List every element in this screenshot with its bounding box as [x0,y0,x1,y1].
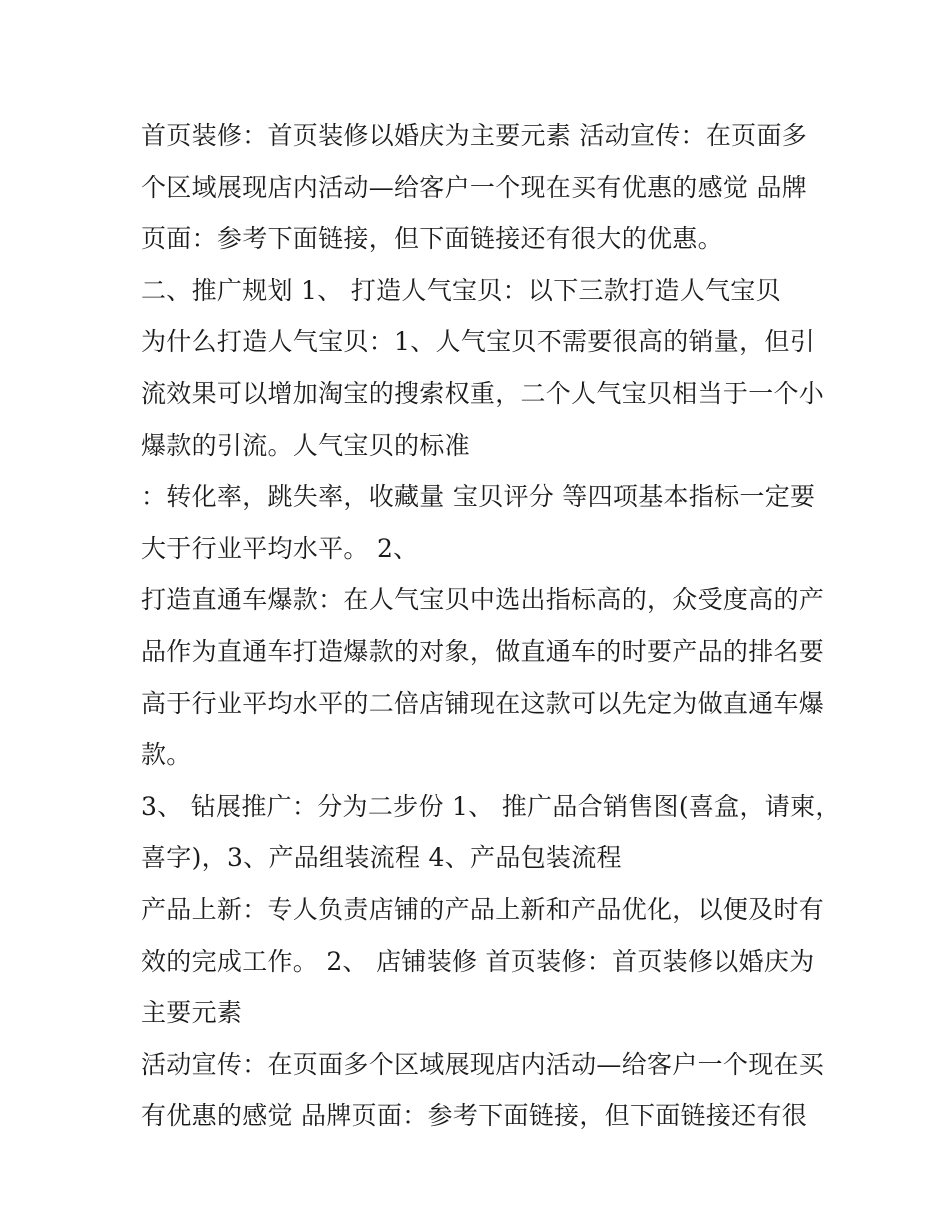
text-line-4: 二、推广规划 1、 打造人气宝贝：以下三款打造人气宝贝 [141,275,781,305]
text-line-13: 款。 [141,740,192,770]
text-line-20: 有优惠的感觉 品牌页面：参考下面链接，但下面链接还有很 [141,1101,808,1131]
text-line-10: 打造直通车爆款：在人气宝贝中选出指标高的，众受度高的产 [141,585,825,615]
text-line-9: 大于行业平均水平。 2、 [141,533,419,563]
text-line-3: 页面：参考下面链接，但下面链接还有很大的优惠。 [141,224,723,254]
text-line-18: 主要元素 [141,998,243,1028]
text-line-14: 3、 钻展推广：分为二步份 1、 推广品合销售图(喜盒，请柬， [141,791,841,821]
text-line-16: 产品上新：专人负责店铺的产品上新和产品优化，以便及时有 [141,894,825,924]
text-line-12: 高于行业平均水平的二倍店铺现在这款可以先定为做直通车爆 [141,688,825,718]
text-line-8: ：转化率，跳失率，收藏量 宝贝评分 等四项基本指标一定要 [141,482,816,512]
text-line-6: 流效果可以增加淘宝的搜索权重，二个人气宝贝相当于一个小 [141,378,825,408]
text-line-11: 品作为直通车打造爆款的对象，做直通车的时要产品的排名要 [141,636,825,666]
document-body [141,110,841,1142]
text-line-7: 爆款的引流。人气宝贝的标准 [141,430,470,460]
text-line-17: 效的完成工作。 2、 店铺装修 首页装修：首页装修以婚庆为 [141,946,815,976]
text-line-2: 个区域展现店内活动—给客户一个现在买有优惠的感觉 品牌 [141,172,808,202]
text-line-5: 为什么打造人气宝贝：1、人气宝贝不需要很高的销量，但引 [141,327,816,357]
text-line-1: 首页装修：首页装修以婚庆为主要元素 活动宣传：在页面多 [141,121,808,150]
text-line-15: 喜字)，3、产品组装流程 4、产品包装流程 [141,843,622,873]
text-line-19: 活动宣传：在页面多个区域展现店内活动—给客户一个现在买 [141,1049,825,1079]
